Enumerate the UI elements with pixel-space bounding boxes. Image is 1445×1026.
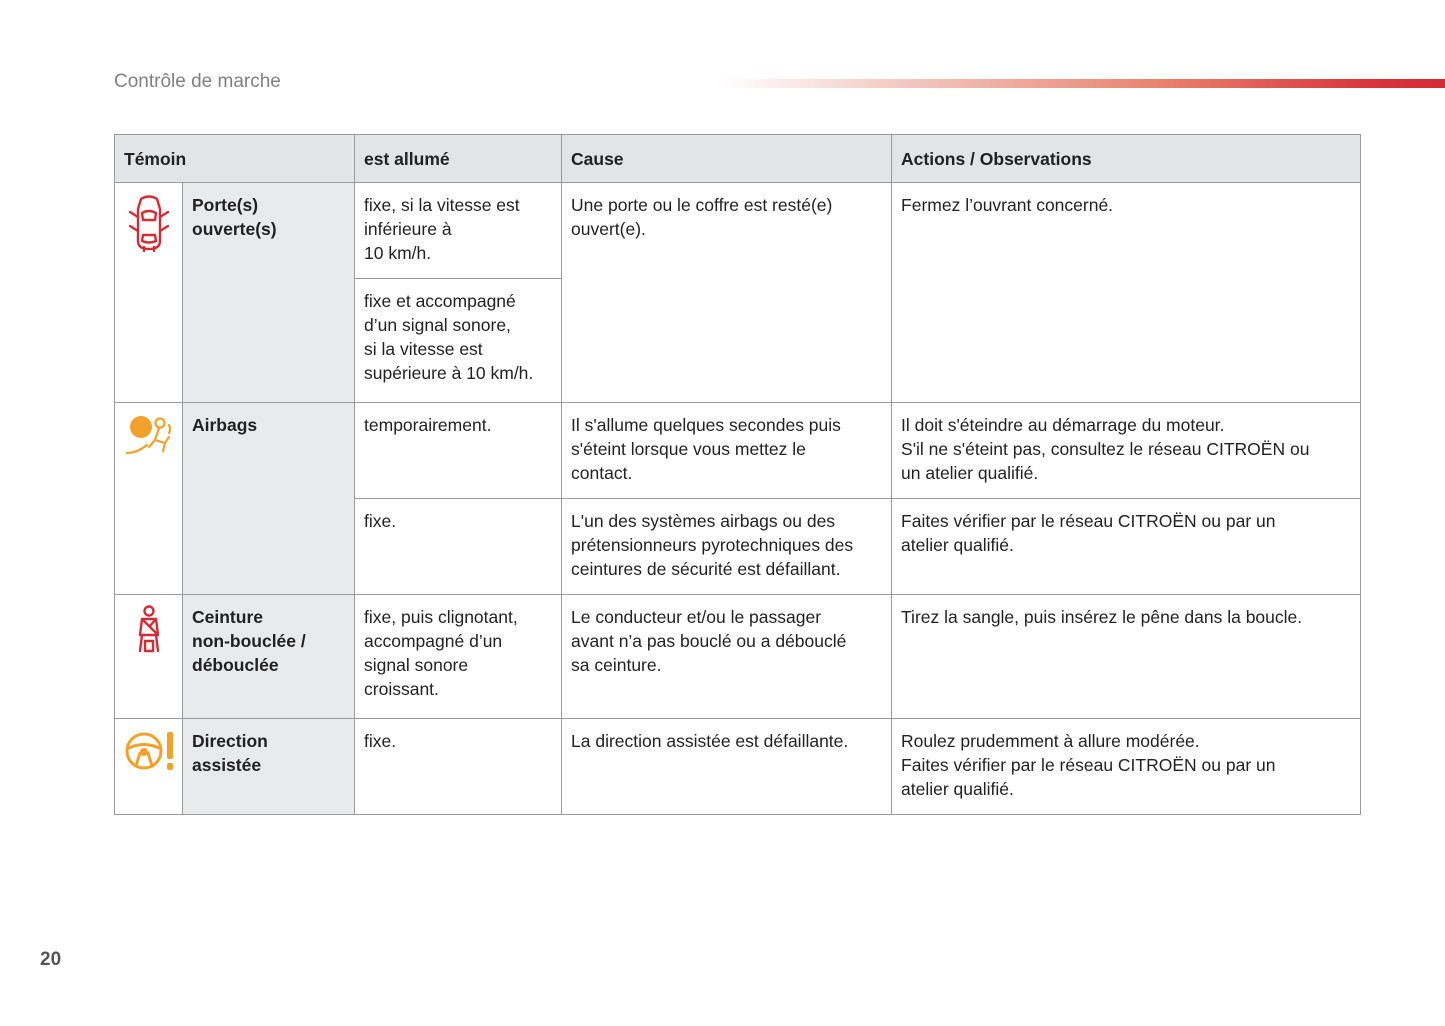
lit-condition: fixe. <box>355 499 562 595</box>
lit-condition: fixe, puis clignotant, accompagné d’un signal sonore croissant. <box>355 595 562 719</box>
table-row <box>115 595 1361 719</box>
power-steering-icon <box>124 729 173 773</box>
column-header-cause: Cause <box>562 135 892 183</box>
cause-text: L'un des systèmes airbags ou des prétensionneurs pyrotechniques des ceintures de sécurité est défaillant. <box>562 499 892 595</box>
warning-name: Direction assistée <box>183 719 355 815</box>
door-open-icon <box>124 193 173 253</box>
section-title: Contrôle de marche <box>114 71 281 92</box>
action-text: Faites vérifier par le réseau CITROËN ou par un atelier qualifié. <box>892 499 1361 595</box>
icon-cell <box>115 183 183 403</box>
icon-cell <box>115 595 183 719</box>
column-header-actions: Actions / Observations <box>892 135 1361 183</box>
column-header-est-allume: est allumé <box>355 135 562 183</box>
cause-text: Le conducteur et/ou le passager avant n’a pas bouclé ou a débouclé sa ceinture. <box>562 595 892 719</box>
action-text: Roulez prudemment à allure modérée. Faites vérifier par le réseau CITROËN ou par un atelier qualifié. <box>892 719 1361 815</box>
cause-text: La direction assistée est défaillante. <box>562 719 892 815</box>
table-row <box>115 183 1361 279</box>
airbag-icon <box>124 413 173 457</box>
lit-condition: fixe, si la vitesse est inférieure à 10 km/h. <box>355 183 562 279</box>
lit-condition: fixe. <box>355 719 562 815</box>
seatbelt-icon <box>124 605 173 653</box>
warning-name: Ceinture non-bouclée / débouclée <box>183 595 355 719</box>
header-accent-bar <box>720 79 1445 88</box>
action-text: Tirez la sangle, puis insérez le pêne dans la boucle. <box>892 595 1361 719</box>
lit-condition: temporairement. <box>355 403 562 499</box>
table-row <box>115 403 1361 499</box>
warning-lights-table <box>114 134 1361 815</box>
table-row <box>115 719 1361 815</box>
lit-condition: fixe et accompagné d’un signal sonore, si la vitesse est supérieure à 10 km/h. <box>355 279 562 403</box>
table-header-row <box>115 135 1361 183</box>
icon-cell <box>115 403 183 595</box>
action-text: Il doit s'éteindre au démarrage du moteur. S'il ne s'éteint pas, consultez le réseau CITROËN ou un atelier qualifié. <box>892 403 1361 499</box>
page-number: 20 <box>40 949 62 970</box>
cause-text: Une porte ou le coffre est resté(e) ouvert(e). <box>562 183 892 403</box>
column-header-temoin: Témoin <box>115 135 355 183</box>
icon-cell <box>115 719 183 815</box>
warning-name: Airbags <box>183 403 355 595</box>
cause-text: Il s'allume quelques secondes puis s'éteint lorsque vous mettez le contact. <box>562 403 892 499</box>
warning-name: Porte(s) ouverte(s) <box>183 183 355 403</box>
action-text: Fermez l’ouvrant concerné. <box>892 183 1361 403</box>
